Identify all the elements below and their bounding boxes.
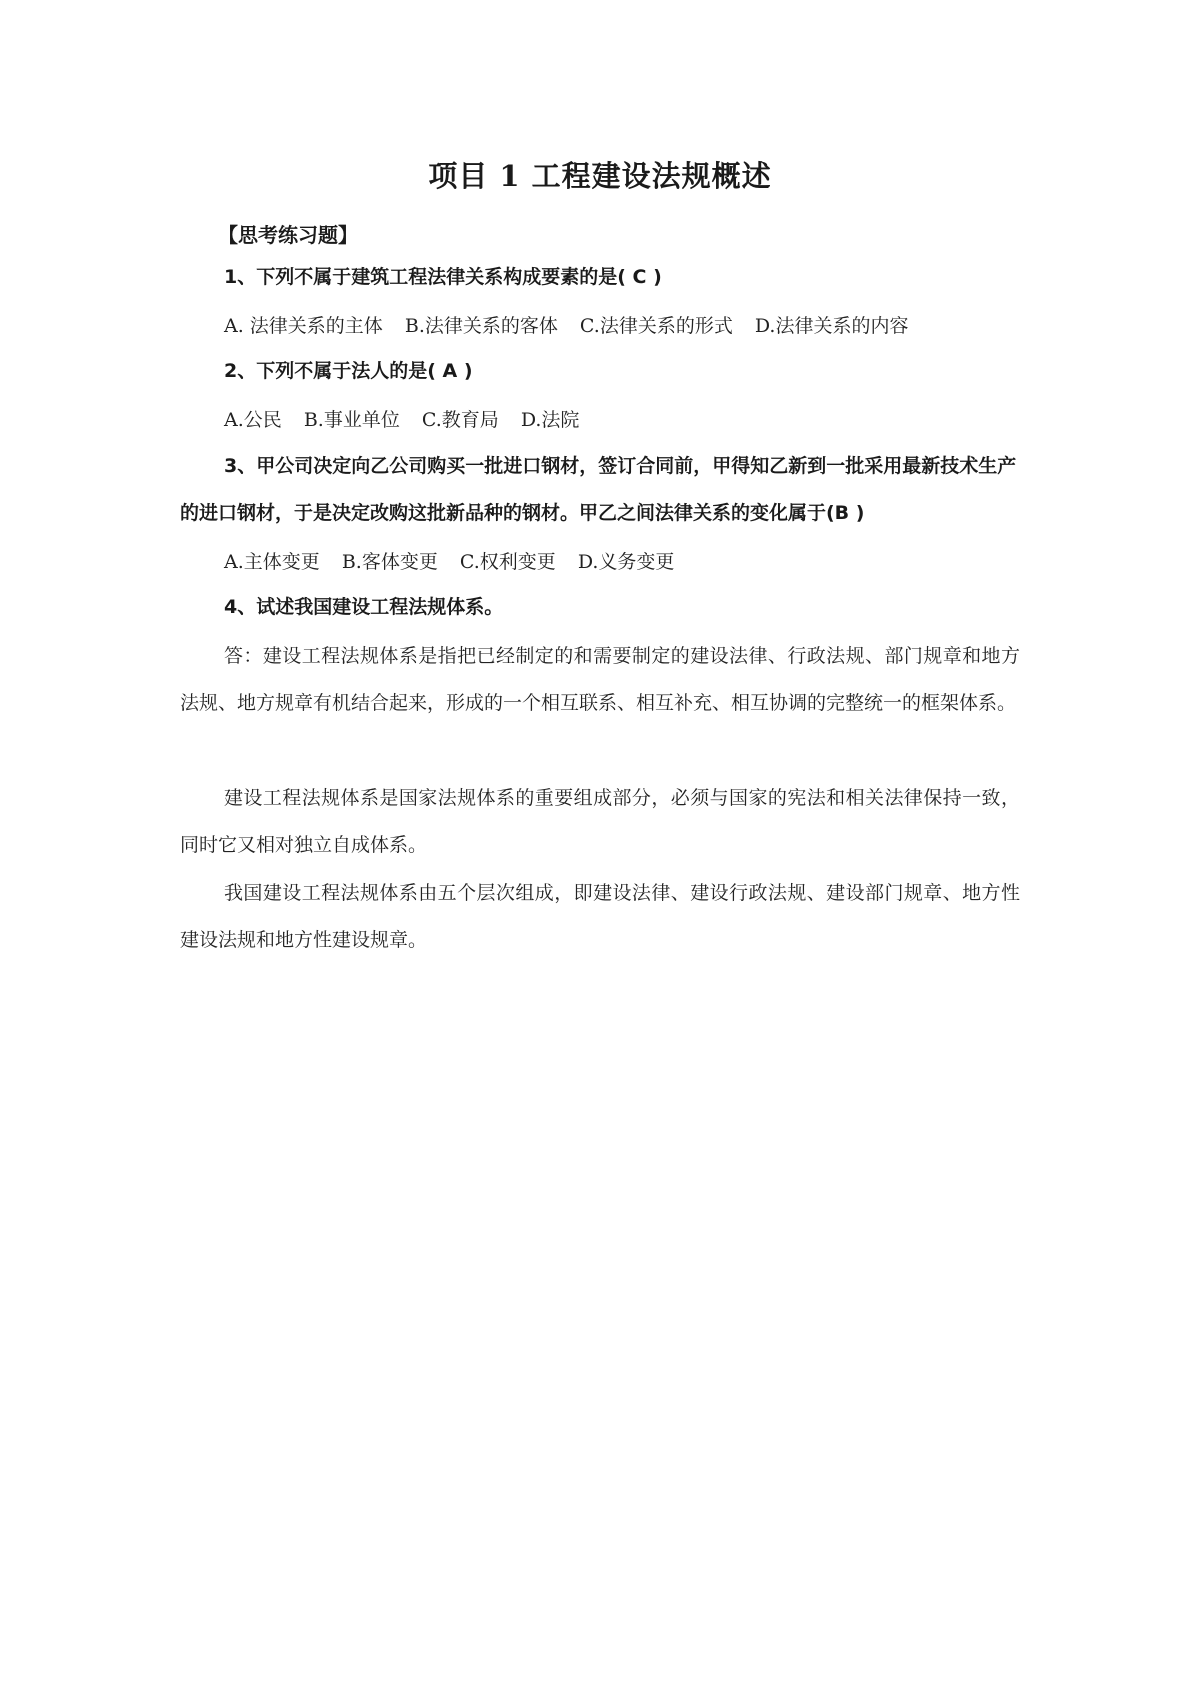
document-page xyxy=(180,0,1020,1684)
option-c: C.教育局 xyxy=(421,409,499,431)
answer-paragraph-2: 建设工程法规体系是国家法规体系的重要组成部分，必须与国家的宪法和相关法律保持一致，同时它又相对独立自成体系。 xyxy=(180,787,1020,856)
question-4 xyxy=(180,584,1020,631)
option-b: B.法律关系的客体 xyxy=(404,315,558,337)
option-d: D.法律关系的内容 xyxy=(754,315,909,337)
question-text: 2、下列不属于法人的是( A ) xyxy=(224,360,473,382)
option-b: B.客体变更 xyxy=(341,551,438,573)
option-d: D.法院 xyxy=(520,409,580,431)
option-a: A. 法律关系的主体 xyxy=(224,315,383,337)
option-d: D.义务变更 xyxy=(577,551,675,573)
question-3: 3、甲公司决定向乙公司购买一批进口钢材，签订合同前，甲得知乙新到一批采用最新技术生产的进口钢材，于是决定改购这批新品种的钢材。甲乙之间法律关系的变化属于(B ) xyxy=(180,455,1017,524)
question-text: 1、下列不属于建筑工程法律关系构成要素的是( C ) xyxy=(224,266,662,288)
question-2-options xyxy=(224,405,595,432)
option-c: C.权利变更 xyxy=(459,551,556,573)
answer-paragraph-1: 答：建设工程法规体系是指把已经制定的和需要制定的建设法律、行政法规、部门规章和地方法规、地方规章有机结合起来，形成的一个相互联系、相互补充、相互协调的完整统一的框架体系。 xyxy=(180,645,1020,714)
question-1-options xyxy=(224,311,924,338)
option-b: B.事业单位 xyxy=(303,409,400,431)
option-c: C.法律关系的形式 xyxy=(579,315,733,337)
answer-paragraph-3: 我国建设工程法规体系由五个层次组成，即建设法律、建设行政法规、建设部门规章、地方性建设法规和地方性建设规章。 xyxy=(180,882,1020,951)
option-a: A.公民 xyxy=(224,409,282,431)
page-title: 项目 1 工程建设法规概述 xyxy=(428,159,772,193)
option-a: A.主体变更 xyxy=(224,551,320,573)
question-text: 4、试述我国建设工程法规体系。 xyxy=(224,596,504,618)
question-1 xyxy=(180,254,1020,301)
question-3-options xyxy=(224,547,690,574)
question-2 xyxy=(180,348,1020,395)
section-heading: 【思考练习题】 xyxy=(218,223,358,247)
